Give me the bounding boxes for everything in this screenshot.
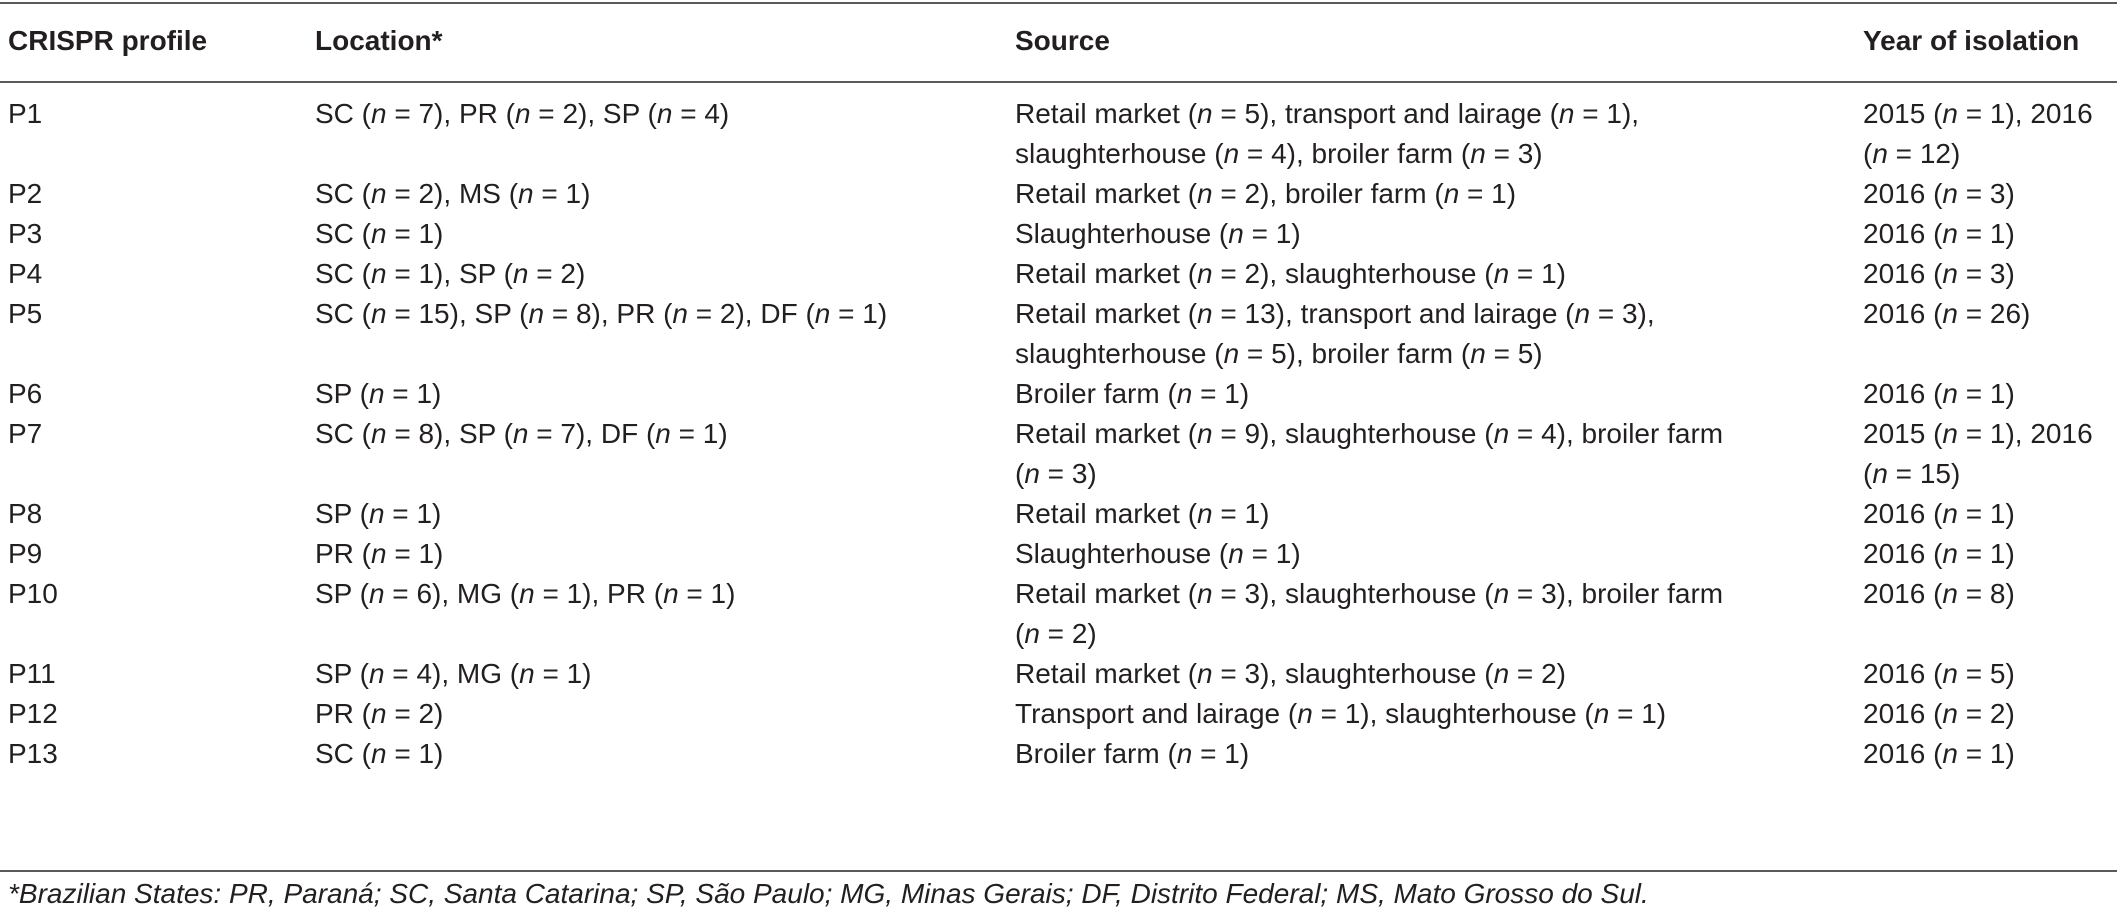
cell-text: Retail market ( xyxy=(1015,418,1198,449)
profile-cell: P9 xyxy=(8,538,43,569)
year-cell xyxy=(1863,374,2117,414)
cell-text: = 2), MS ( xyxy=(386,178,519,209)
n-symbol: n xyxy=(1872,458,1888,489)
cell-text: = 2), slaughterhouse ( xyxy=(1212,258,1494,289)
source-cell xyxy=(1015,82,1863,174)
source-cell xyxy=(1015,534,1863,574)
n-symbol: n xyxy=(512,258,529,289)
n-symbol: n xyxy=(1197,98,1213,129)
cell-text: = 2) xyxy=(1039,618,1097,649)
n-symbol: n xyxy=(1470,138,1486,169)
source-cell xyxy=(1015,734,1863,774)
n-symbol: n xyxy=(368,498,385,529)
cell-text: ( xyxy=(1015,618,1025,649)
n-symbol: n xyxy=(368,378,385,409)
location-cell xyxy=(315,214,1015,254)
location-cell xyxy=(315,374,1015,414)
cell-text: = 3), slaughterhouse ( xyxy=(1212,658,1494,689)
table-footnote: *Brazilian States: PR, Paraná; SC, Santa Catarina; SP, São Paulo; MG, Minas Gerais; DF, Distrito Federal; MS, Mato Grosso do Sul. xyxy=(8,878,1649,909)
n-symbol: n xyxy=(371,218,387,249)
cell-text: = 2) xyxy=(528,258,586,289)
n-symbol: n xyxy=(1228,218,1244,249)
n-symbol: n xyxy=(371,418,387,449)
n-symbol: n xyxy=(1942,578,1958,609)
location-cell xyxy=(315,82,1015,174)
cell-text: = 1) xyxy=(386,218,444,249)
table-row xyxy=(0,174,2117,214)
table-row xyxy=(0,374,2117,414)
year-cell xyxy=(1863,214,2117,254)
n-symbol: n xyxy=(1942,218,1958,249)
cell-text: 2016 ( xyxy=(1863,578,1943,609)
n-symbol: n xyxy=(1493,418,1510,449)
year-cell xyxy=(1863,694,2117,734)
cell-text: 2016 ( xyxy=(1863,218,1943,249)
profile-cell: P3 xyxy=(8,218,43,249)
year-cell xyxy=(1863,254,2117,294)
n-symbol: n xyxy=(1223,338,1240,369)
cell-text: ( xyxy=(1863,458,1873,489)
source-cell xyxy=(1015,254,1863,294)
n-symbol: n xyxy=(1942,298,1958,329)
cell-text: Slaughterhouse ( xyxy=(1015,538,1229,569)
n-symbol: n xyxy=(1942,498,1958,529)
cell-text: Retail market ( xyxy=(1015,498,1198,529)
year-cell xyxy=(1863,654,2117,694)
cell-text: = 1), xyxy=(1574,98,1640,129)
cell-text: 2015 ( xyxy=(1863,418,1943,449)
table-row xyxy=(0,694,2117,734)
table-row xyxy=(0,654,2117,694)
cell-text: = 1) xyxy=(830,298,888,329)
table-row xyxy=(0,82,2117,174)
cell-text: = 1) xyxy=(1957,738,2015,769)
cell-text: = 12) xyxy=(1887,138,1961,169)
cell-text: = 5), broiler farm ( xyxy=(1239,338,1471,369)
cell-text: = 1), 2016 xyxy=(1957,418,2093,449)
cell-text: = 1) xyxy=(670,418,728,449)
location-cell xyxy=(315,574,1015,654)
n-symbol: n xyxy=(1223,138,1240,169)
cell-text: slaughterhouse ( xyxy=(1015,138,1224,169)
cell-text: = 1) xyxy=(386,538,444,569)
profile-cell: P2 xyxy=(8,178,43,209)
cell-text: = 2) xyxy=(386,698,444,729)
cell-text: = 3) xyxy=(1039,458,1097,489)
table-row xyxy=(0,534,2117,574)
n-symbol: n xyxy=(1443,178,1460,209)
n-symbol: n xyxy=(1176,738,1193,769)
year-cell xyxy=(1863,734,2117,774)
cell-text: = 1), slaughterhouse ( xyxy=(1312,698,1594,729)
n-symbol: n xyxy=(1493,658,1510,689)
cell-text: Retail market ( xyxy=(1015,658,1198,689)
cell-text: SC ( xyxy=(315,738,371,769)
cell-text: SP ( xyxy=(315,658,369,689)
cell-text: = 1) xyxy=(1957,538,2015,569)
cell-text: 2016 ( xyxy=(1863,538,1943,569)
n-symbol: n xyxy=(655,418,671,449)
profile-cell: P5 xyxy=(8,298,43,329)
cell-text: = 2) xyxy=(1957,698,2015,729)
cell-text: Retail market ( xyxy=(1015,258,1198,289)
location-cell xyxy=(315,174,1015,214)
cell-text: 2016 ( xyxy=(1863,738,1943,769)
cell-text: = 1), SP ( xyxy=(386,258,513,289)
cell-text: = 3), broiler farm xyxy=(1509,578,1724,609)
cell-text: Broiler farm ( xyxy=(1015,378,1177,409)
cell-text: SP ( xyxy=(315,578,369,609)
cell-text: SC ( xyxy=(315,418,371,449)
cell-text: SP ( xyxy=(315,498,369,529)
n-symbol: n xyxy=(514,98,531,129)
cell-text: = 1) xyxy=(1243,538,1301,569)
table-row xyxy=(0,494,2117,534)
n-symbol: n xyxy=(371,298,387,329)
cell-text: PR ( xyxy=(315,538,371,569)
cell-text: = 1) xyxy=(1212,498,1270,529)
n-symbol: n xyxy=(1470,338,1486,369)
cell-text: = 8) xyxy=(1957,578,2015,609)
table-row xyxy=(0,734,2117,774)
profile-cell: P11 xyxy=(8,658,56,689)
n-symbol: n xyxy=(512,418,529,449)
header-source: Source xyxy=(1015,25,1110,56)
cell-text: = 2), SP ( xyxy=(530,98,657,129)
cell-text: = 3) xyxy=(1957,258,2015,289)
n-symbol: n xyxy=(1942,538,1958,569)
n-symbol: n xyxy=(519,658,535,689)
cell-text: = 1) xyxy=(1459,178,1517,209)
cell-text: = 5), transport and lairage ( xyxy=(1212,98,1559,129)
cell-text: = 3), slaughterhouse ( xyxy=(1212,578,1494,609)
n-symbol: n xyxy=(1872,138,1888,169)
cell-text: = 6), MG ( xyxy=(384,578,520,609)
cell-text: 2016 ( xyxy=(1863,658,1943,689)
n-symbol: n xyxy=(1574,298,1591,329)
n-symbol: n xyxy=(1942,658,1958,689)
cell-text: Broiler farm ( xyxy=(1015,738,1177,769)
source-cell xyxy=(1015,214,1863,254)
n-symbol: n xyxy=(1197,298,1213,329)
n-symbol: n xyxy=(1942,418,1958,449)
cell-text: = 2), DF ( xyxy=(688,298,815,329)
n-symbol: n xyxy=(519,578,535,609)
location-cell xyxy=(315,414,1015,494)
cell-text: = 26) xyxy=(1957,298,2031,329)
cell-text: Slaughterhouse ( xyxy=(1015,218,1229,249)
cell-text: 2016 ( xyxy=(1863,298,1943,329)
bottom-rule xyxy=(0,870,2117,872)
location-cell xyxy=(315,294,1015,374)
cell-text: slaughterhouse ( xyxy=(1015,338,1224,369)
cell-text: = 4), broiler farm ( xyxy=(1239,138,1471,169)
cell-text: ( xyxy=(1015,458,1025,489)
cell-text: SC ( xyxy=(315,178,371,209)
cell-text: = 1) xyxy=(384,378,442,409)
cell-text: 2016 ( xyxy=(1863,258,1943,289)
cell-text: = 1) xyxy=(1957,218,2015,249)
cell-text: = 1) xyxy=(1957,498,2015,529)
table-row xyxy=(0,254,2117,294)
cell-text: = 1) xyxy=(1609,698,1667,729)
profile-cell: P8 xyxy=(8,498,43,529)
profile-cell: P10 xyxy=(8,578,58,609)
location-cell xyxy=(315,494,1015,534)
cell-text: = 7), PR ( xyxy=(386,98,515,129)
n-symbol: n xyxy=(1942,698,1958,729)
n-symbol: n xyxy=(1024,458,1040,489)
n-symbol: n xyxy=(1493,578,1510,609)
cell-text: = 1) xyxy=(1192,738,1250,769)
cell-text: = 4), broiler farm xyxy=(1509,418,1724,449)
profile-cell: P1 xyxy=(8,98,43,129)
cell-text: = 1) xyxy=(1509,258,1566,289)
year-cell xyxy=(1863,414,2117,494)
cell-text: = 1) xyxy=(384,498,442,529)
table-row xyxy=(0,294,2117,374)
cell-text: = 3) xyxy=(1485,138,1543,169)
cell-text: = 1) xyxy=(1192,378,1250,409)
source-cell xyxy=(1015,574,1863,654)
n-symbol: n xyxy=(371,538,387,569)
year-cell xyxy=(1863,534,2117,574)
cell-text: = 1) xyxy=(678,578,736,609)
table-row xyxy=(0,414,2117,494)
n-symbol: n xyxy=(672,298,688,329)
cell-text: = 1) xyxy=(534,658,592,689)
profile-cell: P7 xyxy=(8,418,43,449)
cell-text: = 3) xyxy=(1957,178,2015,209)
cell-text: = 4) xyxy=(672,98,730,129)
n-symbol: n xyxy=(518,178,534,209)
n-symbol: n xyxy=(656,98,673,129)
n-symbol: n xyxy=(1297,698,1313,729)
n-symbol: n xyxy=(663,578,679,609)
n-symbol: n xyxy=(528,298,545,329)
cell-text: = 1) xyxy=(533,178,591,209)
year-cell xyxy=(1863,174,2117,214)
cell-text: = 2) xyxy=(1509,658,1566,689)
year-cell xyxy=(1863,82,2117,174)
n-symbol: n xyxy=(1558,98,1575,129)
n-symbol: n xyxy=(1197,578,1213,609)
cell-text: Retail market ( xyxy=(1015,298,1198,329)
cell-text: = 2), broiler farm ( xyxy=(1212,178,1444,209)
profile-cell: P12 xyxy=(8,698,58,729)
cell-text: SC ( xyxy=(315,298,371,329)
source-cell xyxy=(1015,654,1863,694)
profile-cell: P4 xyxy=(8,258,43,289)
cell-text: = 1), 2016 xyxy=(1957,98,2093,129)
cell-text: = 5) xyxy=(1485,338,1543,369)
n-symbol: n xyxy=(814,298,831,329)
header-location: Location* xyxy=(315,25,443,56)
table-body xyxy=(0,82,2117,774)
cell-text: = 7), DF ( xyxy=(528,418,656,449)
location-cell xyxy=(315,734,1015,774)
source-cell xyxy=(1015,294,1863,374)
cell-text: 2016 ( xyxy=(1863,378,1943,409)
n-symbol: n xyxy=(1228,538,1244,569)
cell-text: = 4), MG ( xyxy=(384,658,520,689)
cell-text: = 3), xyxy=(1590,298,1655,329)
profile-cell: P6 xyxy=(8,378,43,409)
n-symbol: n xyxy=(1942,738,1958,769)
n-symbol: n xyxy=(371,698,387,729)
n-symbol: n xyxy=(1197,258,1213,289)
n-symbol: n xyxy=(1593,698,1610,729)
cell-text: SC ( xyxy=(315,258,371,289)
cell-text: ( xyxy=(1863,138,1873,169)
n-symbol: n xyxy=(1197,178,1213,209)
location-cell xyxy=(315,254,1015,294)
cell-text: Retail market ( xyxy=(1015,578,1198,609)
n-symbol: n xyxy=(1197,418,1213,449)
table-row xyxy=(0,574,2117,654)
profile-cell: P13 xyxy=(8,738,58,769)
location-cell xyxy=(315,654,1015,694)
cell-text: = 13), transport and lairage ( xyxy=(1212,298,1575,329)
header-crispr-profile: CRISPR profile xyxy=(8,25,208,56)
cell-text: SP ( xyxy=(315,378,369,409)
n-symbol: n xyxy=(1176,378,1193,409)
source-cell xyxy=(1015,174,1863,214)
cell-text: PR ( xyxy=(315,698,371,729)
n-symbol: n xyxy=(371,738,387,769)
n-symbol: n xyxy=(1493,258,1510,289)
source-cell xyxy=(1015,414,1863,494)
cell-text: = 1) xyxy=(386,738,444,769)
cell-text: SC ( xyxy=(315,218,371,249)
n-symbol: n xyxy=(1942,178,1958,209)
cell-text: = 15), SP ( xyxy=(386,298,529,329)
cell-text: = 8), SP ( xyxy=(386,418,513,449)
n-symbol: n xyxy=(1942,378,1958,409)
cell-text: 2016 ( xyxy=(1863,178,1943,209)
cell-text: 2015 ( xyxy=(1863,98,1943,129)
cell-text: Retail market ( xyxy=(1015,98,1198,129)
cell-text: = 15) xyxy=(1887,458,1961,489)
n-symbol: n xyxy=(368,658,385,689)
n-symbol: n xyxy=(371,98,387,129)
n-symbol: n xyxy=(368,578,385,609)
cell-text: = 1) xyxy=(1243,218,1301,249)
cell-text: Transport and lairage ( xyxy=(1015,698,1298,729)
cell-text: = 1) xyxy=(1957,378,2015,409)
n-symbol: n xyxy=(1024,618,1040,649)
n-symbol: n xyxy=(1197,498,1213,529)
cell-text: = 1), PR ( xyxy=(534,578,664,609)
n-symbol: n xyxy=(1197,658,1213,689)
source-cell xyxy=(1015,494,1863,534)
location-cell xyxy=(315,534,1015,574)
cell-text: = 9), slaughterhouse ( xyxy=(1212,418,1494,449)
cell-text: = 8), PR ( xyxy=(544,298,673,329)
table-row xyxy=(0,214,2117,254)
cell-text: SC ( xyxy=(315,98,371,129)
year-cell xyxy=(1863,574,2117,654)
n-symbol: n xyxy=(1942,258,1958,289)
source-cell xyxy=(1015,374,1863,414)
cell-text: 2016 ( xyxy=(1863,498,1943,529)
cell-text: Retail market ( xyxy=(1015,178,1198,209)
n-symbol: n xyxy=(1942,98,1958,129)
cell-text: = 5) xyxy=(1957,658,2015,689)
header-year-of-isolation: Year of isolation xyxy=(1863,25,2080,56)
header-row xyxy=(0,0,2117,82)
year-cell xyxy=(1863,294,2117,374)
cell-text: 2016 ( xyxy=(1863,698,1943,729)
year-cell xyxy=(1863,494,2117,534)
source-cell xyxy=(1015,694,1863,734)
n-symbol: n xyxy=(371,258,387,289)
n-symbol: n xyxy=(371,178,387,209)
location-cell xyxy=(315,694,1015,734)
